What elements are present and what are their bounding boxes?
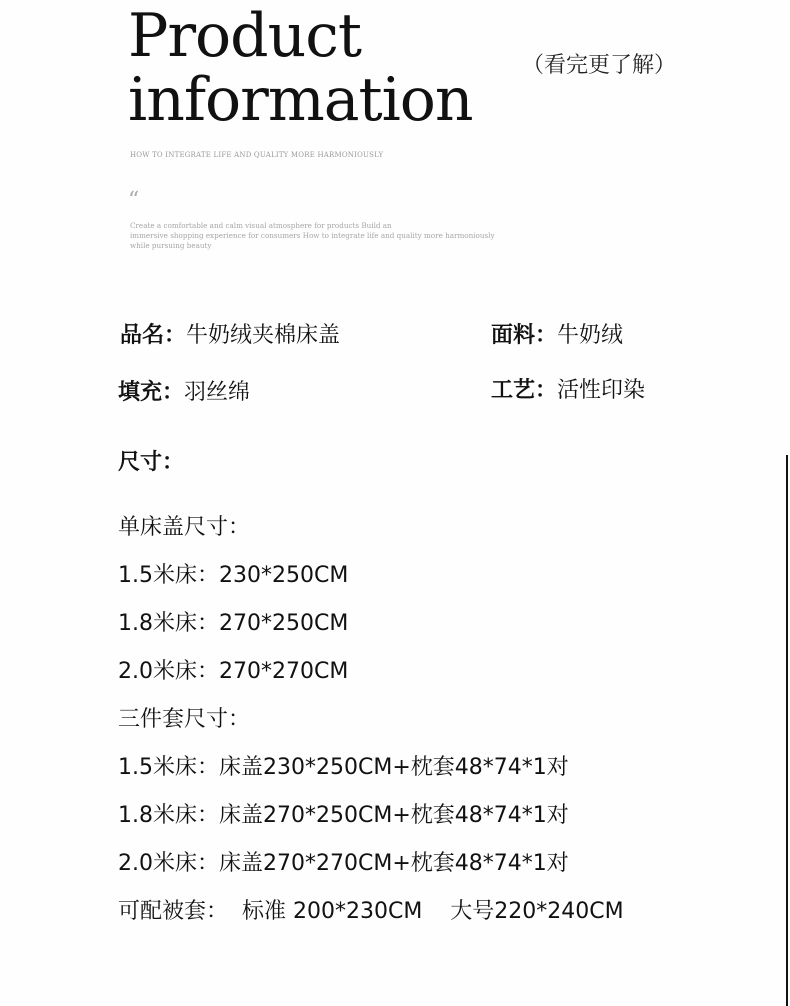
spec-craft-value: 活性印染 [557,378,646,403]
set-size-row: 1.5米床：床盖230*250CM+枕套48*74*1对 [118,755,569,780]
set-size-row: 1.8米床：床盖270*250CM+枕套48*74*1对 [118,803,569,828]
quote-text-line-2: immersive shopping experience for consumers How to integrate life and quality more harmoniously [130,231,495,240]
single-cover-heading: 单床盖尺寸： [118,515,251,540]
spec-craft [491,373,645,404]
quote-text-line-3: while pursuing beauty [130,241,212,250]
compatible-duvet-row: 可配被套： 标准 200*230CM 大号220*240CM [118,899,624,924]
spec-filling-label: 填充： [118,380,185,405]
learn-more-note: （看完更了解） [522,53,677,78]
single-size-row: 1.8米床：270*250CM [118,611,349,636]
single-size-row: 1.5米床：230*250CM [118,563,349,588]
quote-icon: “ [128,188,140,213]
spec-craft-label: 工艺： [491,378,558,403]
spec-filling-value: 羽丝绵 [184,380,251,405]
quote-text-line-1: Create a comfortable and calm visual atmosphere for products Build an [130,221,392,230]
spec-fabric [491,318,623,349]
quote-text [130,221,500,251]
spec-filling [118,375,250,406]
tagline: HOW TO INTEGRATE LIFE AND QUALITY MORE HARMONIOUSLY [130,151,384,159]
spec-product-name [120,318,340,349]
set-size-row: 2.0米床：床盖270*270CM+枕套48*74*1对 [118,851,569,876]
spec-fabric-value: 牛奶绒 [557,323,624,348]
three-piece-heading: 三件套尺寸： [118,707,251,732]
spec-size [118,445,184,476]
scrollbar-edge [786,455,788,1006]
single-size-row: 2.0米床：270*270CM [118,659,349,684]
spec-fabric-label: 面料： [491,323,558,348]
page-title-line-2: information [128,65,473,135]
page-title-line-1: Product [128,1,361,71]
spec-size-label: 尺寸： [118,450,185,475]
spec-product-name-value: 牛奶绒夹棉床盖 [186,323,341,348]
spec-product-name-label: 品名： [120,323,187,348]
